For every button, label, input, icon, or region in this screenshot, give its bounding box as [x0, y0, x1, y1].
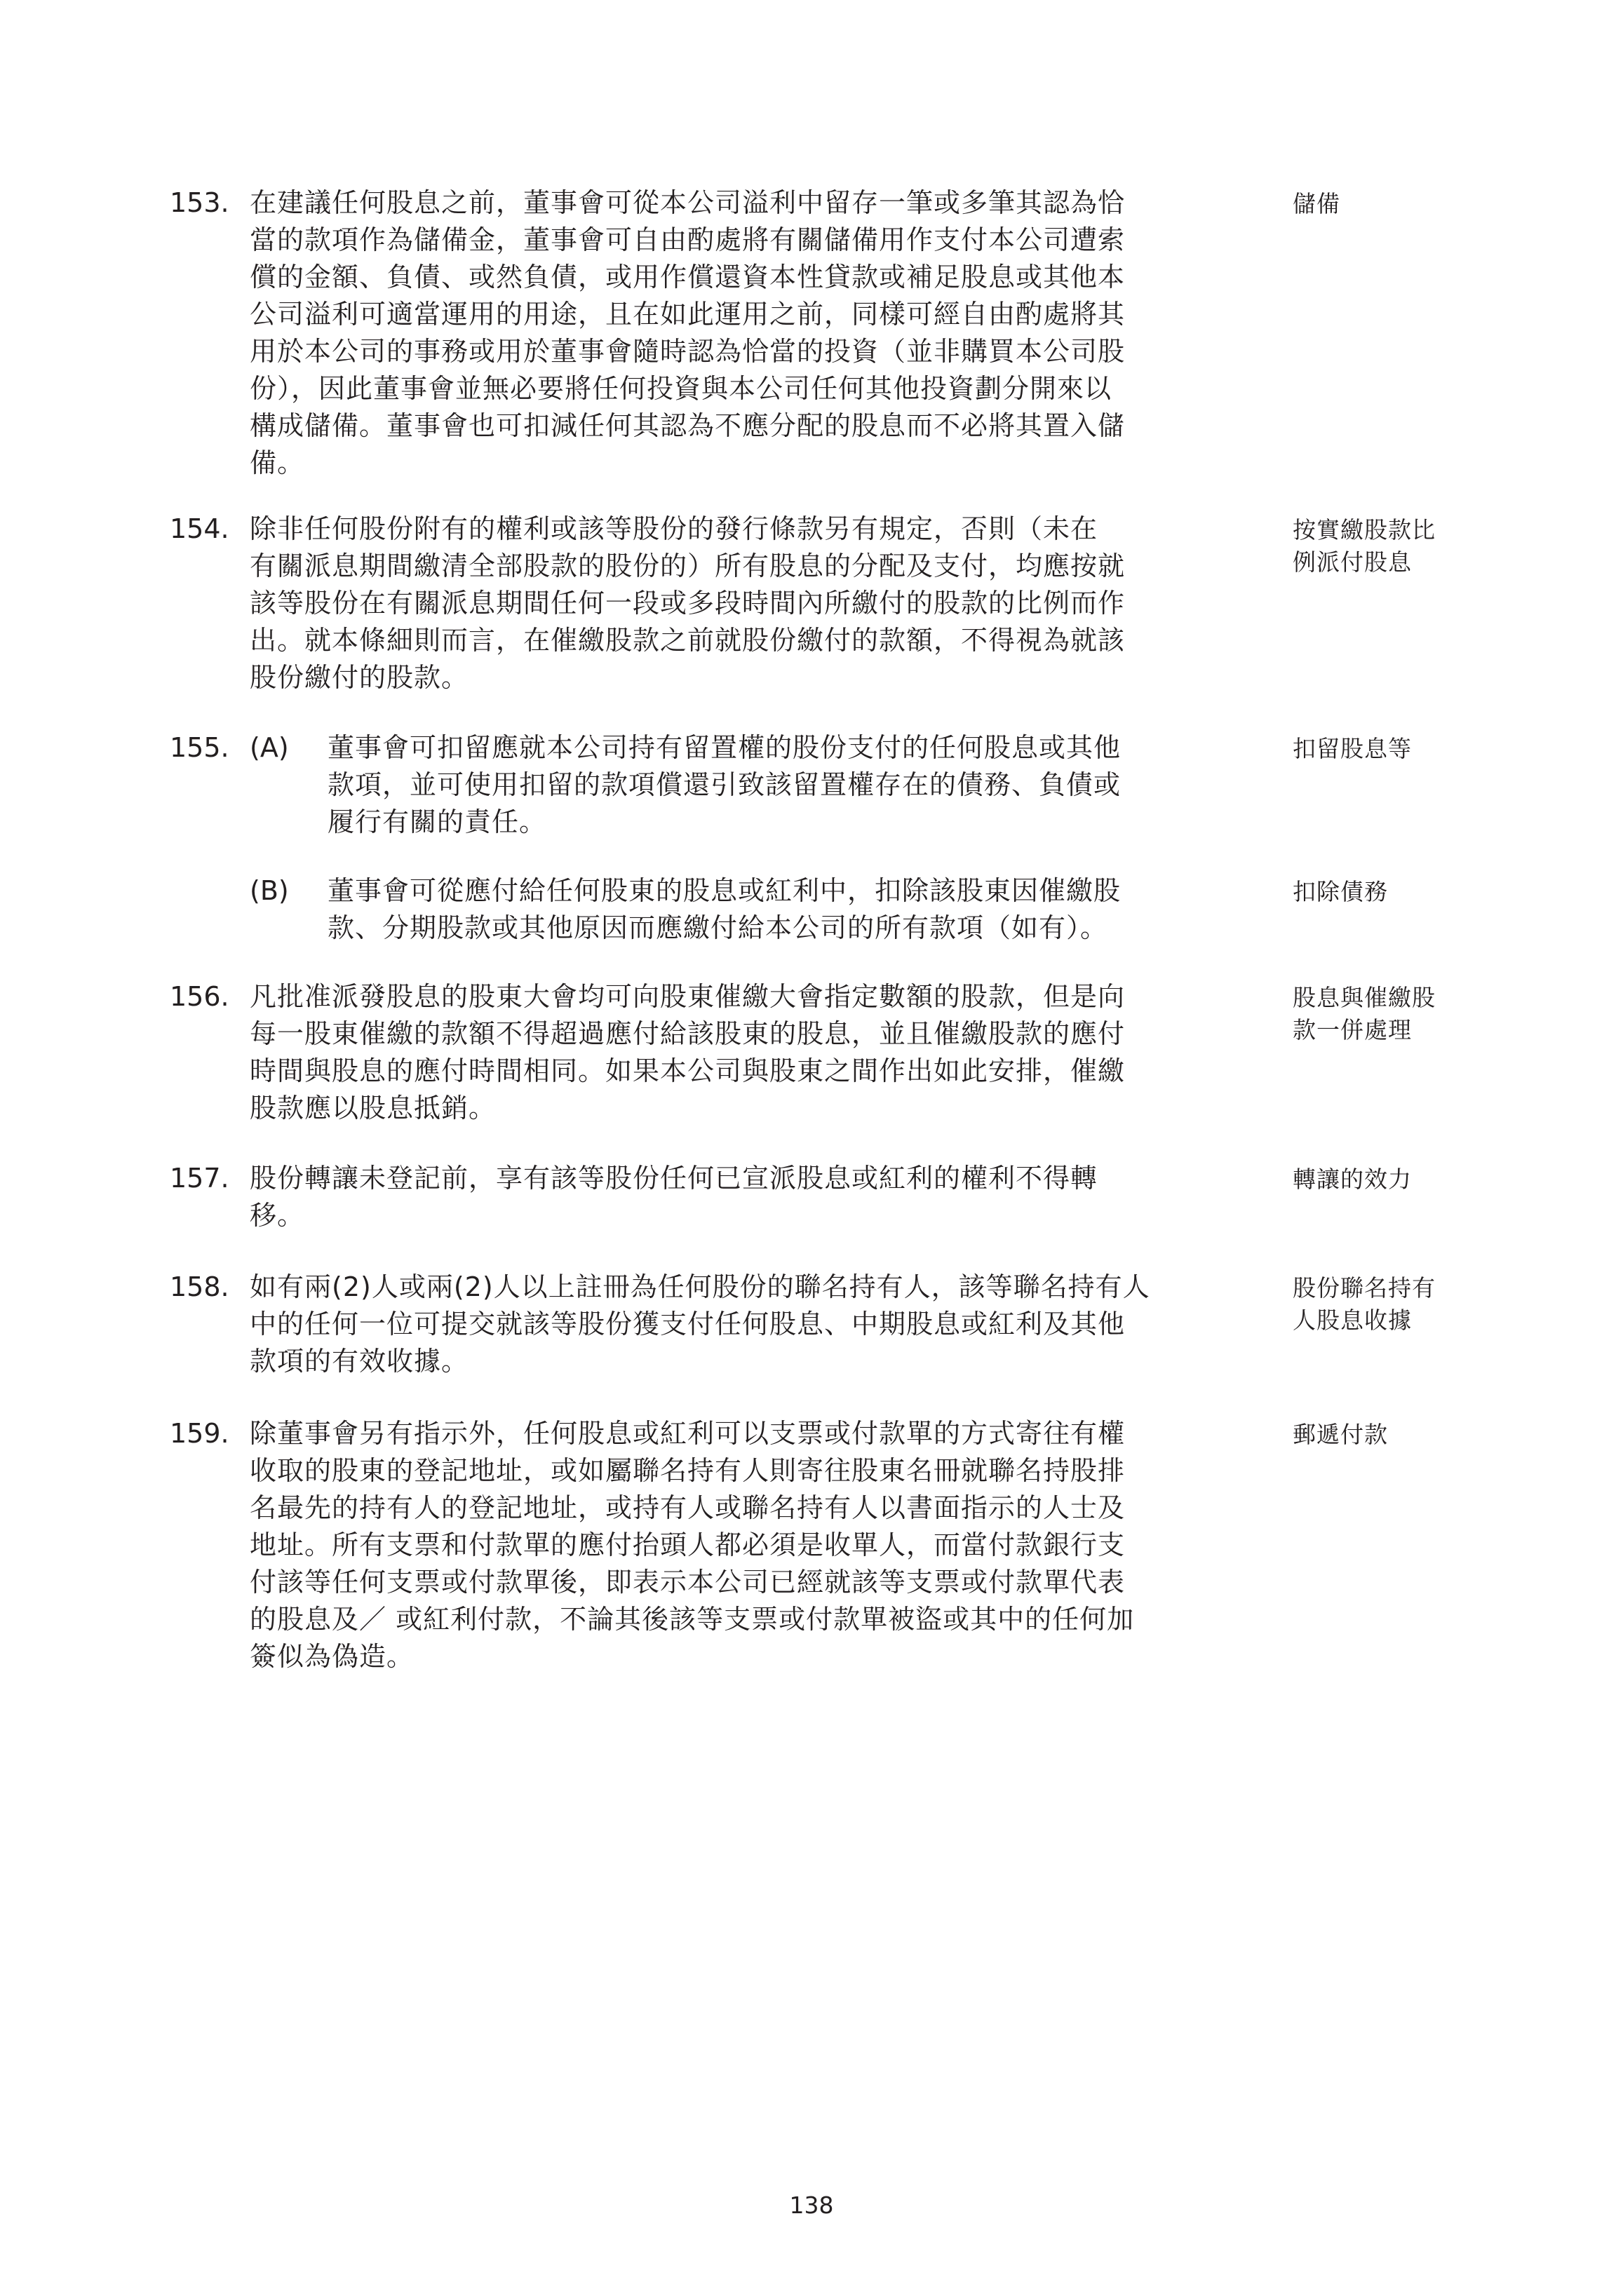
- note-line: 扣除債務: [1293, 878, 1388, 905]
- text-line: 當的款項作為儲備金，董事會可自由酌處將有關儲備用作支付本公司遭索: [250, 224, 1126, 255]
- text-line: 款項的有效收據。: [250, 1346, 469, 1377]
- sub-clause-label-a: (A): [250, 732, 289, 763]
- note-line: 人股息收據: [1293, 1306, 1412, 1334]
- text-line: 凡批准派發股息的股東大會均可向股東催繳大會指定數額的股款，但是向: [250, 981, 1126, 1012]
- text-line: 該等股份在有關派息期間任何一段或多段時間內所繳付的股款的比例而作: [250, 588, 1126, 619]
- article-text: [250, 511, 1274, 696]
- article-number: 155.: [170, 732, 229, 763]
- text-line: 履行有關的責任。: [328, 806, 547, 837]
- text-line: 股份轉讓未登記前，享有該等股份任何已宣派股息或紅利的權利不得轉: [250, 1163, 1098, 1194]
- text-line: 時間與股息的應付時間相同。如果本公司與股東之間作出如此安排，催繳: [250, 1055, 1126, 1086]
- text-line: 如有兩(2)人或兩(2)人以上註冊為任何股份的聯名持有人，該等聯名持有人: [250, 1271, 1150, 1302]
- text-line: 份），因此董事會並無必要將任何投資與本公司任何其他投資劃分開來以: [250, 373, 1112, 404]
- text-line: 付該等任何支票或付款單後，即表示本公司已經就該等支票或付款單代表: [250, 1567, 1126, 1598]
- note-line: 按實繳股款比: [1293, 516, 1436, 543]
- text-line: 償的金額、負債、或然負債，或用作償還資本性貸款或補足股息或其他本: [250, 262, 1126, 292]
- article-text: [250, 184, 1274, 482]
- sub-clause-text-a: [328, 729, 1272, 841]
- article-text: [250, 1160, 1274, 1234]
- text-line: 移。: [250, 1200, 305, 1231]
- margin-note-153: [1293, 188, 1475, 220]
- note-line: 轉讓的效力: [1293, 1166, 1412, 1193]
- text-line: 有關派息期間繳清全部股款的股份的）所有股息的分配及支付，均應按就: [250, 551, 1126, 581]
- note-line: 郵遞付款: [1293, 1421, 1388, 1448]
- margin-note-155b: [1293, 876, 1475, 908]
- text-line: 用於本公司的事務或用於董事會隨時認為恰當的投資（並非購買本公司股: [250, 336, 1126, 367]
- article-number: 153.: [170, 187, 229, 218]
- text-line: 董事會可從應付給任何股東的股息或紅利中，扣除該股東因催繳股: [328, 875, 1122, 906]
- page-number: 138: [789, 2192, 834, 2219]
- margin-note-154: [1293, 514, 1475, 579]
- note-line: 儲備: [1293, 190, 1340, 217]
- text-line: 地址。所有支票和付款單的應付抬頭人都必須是收單人，而當付款銀行支: [250, 1529, 1126, 1560]
- text-line: 除董事會另有指示外，任何股息或紅利可以支票或付款單的方式寄往有權: [250, 1418, 1126, 1449]
- article-text: [250, 978, 1274, 1127]
- margin-note-156: [1293, 982, 1475, 1046]
- text-line: 備。: [250, 447, 305, 478]
- article-number: 156.: [170, 981, 229, 1012]
- margin-note-158: [1293, 1272, 1475, 1337]
- text-line: 每一股東催繳的款額不得超過應付給該股東的股息，並且催繳股款的應付: [250, 1018, 1126, 1049]
- margin-note-157: [1293, 1163, 1475, 1196]
- article-number: 157.: [170, 1163, 229, 1194]
- note-line: 款一併處理: [1293, 1016, 1412, 1044]
- note-line: 股份聯名持有: [1293, 1274, 1436, 1302]
- article-text: [250, 1415, 1274, 1675]
- text-line: 股份繳付的股款。: [250, 662, 469, 693]
- text-line: 董事會可扣留應就本公司持有留置權的股份支付的任何股息或其他: [328, 732, 1122, 763]
- note-line: 例派付股息: [1293, 548, 1412, 576]
- text-line: 出。就本條細則而言，在催繳股款之前就股份繳付的款額，不得視為就該: [250, 625, 1126, 656]
- text-line: 簽似為偽造。: [250, 1641, 415, 1672]
- note-line: 扣留股息等: [1293, 735, 1412, 762]
- text-line: 名最先的持有人的登記地址，或持有人或聯名持有人以書面指示的人士及: [250, 1492, 1126, 1523]
- sub-clause-text-b: [328, 872, 1272, 947]
- article-number: 158.: [170, 1271, 229, 1302]
- text-line: 股款應以股息抵銷。: [250, 1093, 497, 1123]
- text-line: 款項，並可使用扣留的款項償還引致該留置權存在的債務、負債或: [328, 769, 1122, 800]
- article-number: 159.: [170, 1418, 229, 1449]
- text-line: 的股息及／ 或紅利付款，不論其後該等支票或付款單被盜或其中的任何加: [250, 1604, 1135, 1635]
- article-text: [250, 1269, 1274, 1380]
- note-line: 股息與催繳股: [1293, 984, 1436, 1011]
- margin-note-159: [1293, 1419, 1475, 1451]
- text-line: 構成儲備。董事會也可扣減任何其認為不應分配的股息而不必將其置入儲: [250, 410, 1126, 441]
- text-line: 除非任何股份附有的權利或該等股份的發行條款另有規定，否則（未在: [250, 513, 1098, 544]
- text-line: 在建議任何股息之前，董事會可從本公司溢利中留存一筆或多筆其認為恰: [250, 187, 1126, 218]
- article-number: 154.: [170, 513, 229, 544]
- text-line: 中的任何一位可提交就該等股份獲支付任何股息、中期股息或紅利及其他: [250, 1309, 1126, 1339]
- sub-clause-label-b: (B): [250, 875, 289, 906]
- text-line: 款、分期股款或其他原因而應繳付給本公司的所有款項（如有）。: [328, 912, 1108, 943]
- text-line: 收取的股東的登記地址，或如屬聯名持有人則寄往股東名冊就聯名持股排: [250, 1455, 1126, 1486]
- margin-note-155a: [1293, 733, 1475, 765]
- text-line: 公司溢利可適當運用的用途，且在如此運用之前，同樣可經自由酌處將其: [250, 299, 1126, 330]
